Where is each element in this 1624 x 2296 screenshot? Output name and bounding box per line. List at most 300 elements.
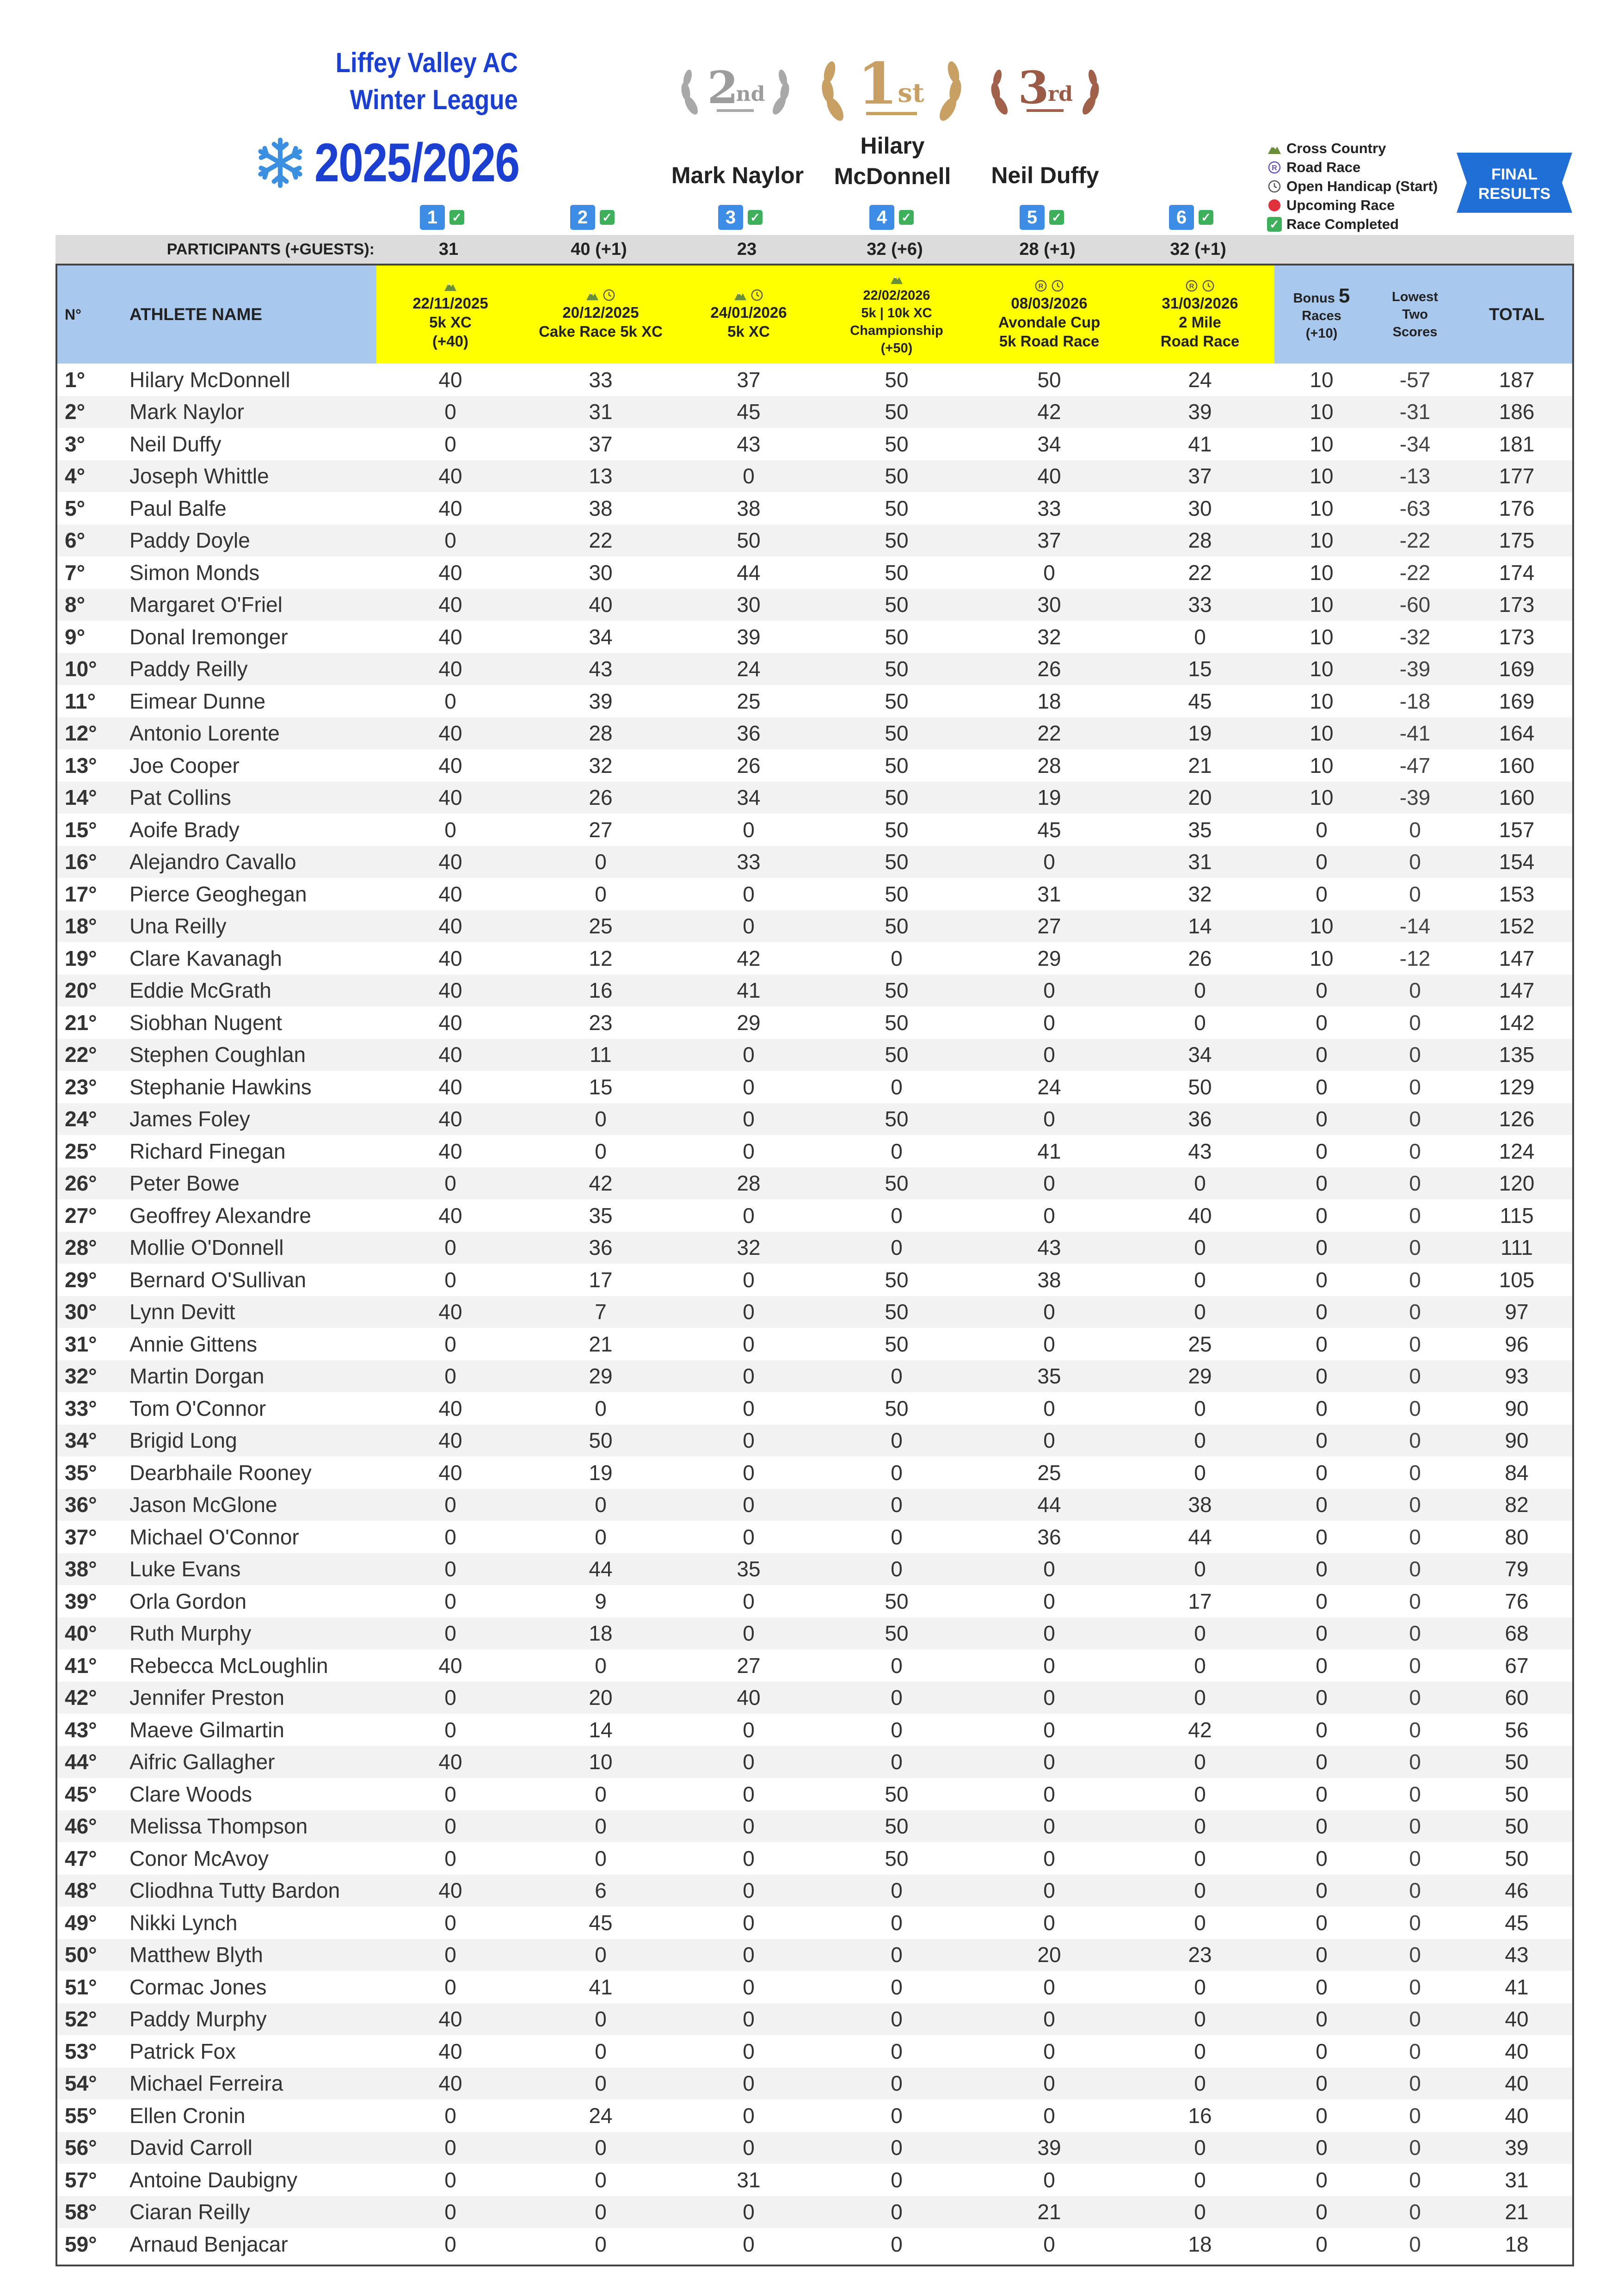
cell-position: 58° xyxy=(57,2196,113,2228)
cell-lowest-two: 0 xyxy=(1369,1746,1461,1778)
cell-bonus: 0 xyxy=(1316,1975,1328,1999)
cell-race-1: 40 xyxy=(438,367,462,392)
cell-bonus: 0 xyxy=(1316,1653,1328,1678)
cell-lowest-two: 0 xyxy=(1369,1232,1461,1264)
cell-athlete-name: Donal Iremonger xyxy=(129,624,288,649)
cell-position: 59° xyxy=(65,2232,97,2256)
cell-total: 97 xyxy=(1461,1296,1572,1328)
cell-position: 45° xyxy=(65,1782,97,1806)
cell-bonus: 10 xyxy=(1274,460,1369,493)
cell-lowest-two: 0 xyxy=(1369,1039,1461,1071)
cell-race-2: 14 xyxy=(589,1717,613,1742)
cell-lowest-two: -12 xyxy=(1399,946,1431,970)
cell-race-2: 44 xyxy=(524,1553,677,1586)
cell-race-3: 0 xyxy=(743,817,755,842)
cell-race-2: 21 xyxy=(589,1332,613,1356)
cell-athlete-name: Dearbhaile Rooney xyxy=(129,1460,312,1485)
cell-bonus: 0 xyxy=(1316,882,1328,906)
cell-total: 105 xyxy=(1499,1267,1535,1292)
final-badge-line2: RESULTS xyxy=(1478,185,1551,203)
cell-athlete-name: Tom O'Connor xyxy=(129,1396,266,1420)
cell-lowest-two: 0 xyxy=(1369,1617,1461,1650)
cell-total: 84 xyxy=(1505,1460,1529,1485)
race-completed-icon: ✓ xyxy=(899,210,914,225)
cell-lowest-two: 0 xyxy=(1369,1360,1461,1393)
cell-athlete-name: Alejandro Cavallo xyxy=(113,846,376,878)
cell-position: 19° xyxy=(65,946,97,970)
cell-athlete-name: Paddy Reilly xyxy=(113,653,376,685)
table-row xyxy=(57,460,1572,493)
table-row xyxy=(57,1071,1572,1103)
table-row xyxy=(57,1135,1572,1167)
cell-athlete-name: Michael O'Connor xyxy=(129,1524,299,1549)
cell-race-3: 0 xyxy=(677,1039,820,1071)
cell-lowest-two: -41 xyxy=(1369,717,1461,750)
table-row xyxy=(57,2164,1572,2196)
table-row xyxy=(57,1875,1572,1907)
cell-race-4: 50 xyxy=(885,1010,909,1035)
cell-race-2: 22 xyxy=(524,525,677,557)
cell-bonus: 0 xyxy=(1316,1332,1328,1356)
first-suffix: st xyxy=(898,78,924,108)
cell-race-4: 0 xyxy=(820,1425,973,1457)
cell-athlete-name: Annie Gittens xyxy=(129,1332,258,1356)
cell-lowest-two: 0 xyxy=(1369,846,1461,878)
race-completed-icon: ✓ xyxy=(1199,210,1213,225)
table-row xyxy=(57,1682,1572,1714)
cell-race-3: 26 xyxy=(737,753,761,778)
cell-race-3: 0 xyxy=(677,1617,820,1650)
cell-lowest-two: -39 xyxy=(1369,653,1461,685)
cell-race-4: 50 xyxy=(820,1039,973,1071)
cell-lowest-two: 0 xyxy=(1409,1332,1421,1356)
cell-race-1: 40 xyxy=(376,846,524,878)
cell-race-4: 50 xyxy=(885,817,909,842)
cell-position: 22° xyxy=(57,1039,113,1071)
cell-race-3: 27 xyxy=(737,1653,761,1678)
cell-race-4: 50 xyxy=(885,1396,909,1420)
cell-athlete-name: Joe Cooper xyxy=(129,753,240,778)
cell-bonus: 10 xyxy=(1310,753,1334,778)
cell-race-6: 41 xyxy=(1188,432,1212,456)
cell-athlete-name: Cormac Jones xyxy=(129,1975,267,1999)
cell-total: 79 xyxy=(1461,1553,1572,1586)
cell-lowest-two: 0 xyxy=(1409,1846,1421,1870)
table-row xyxy=(57,1714,1572,1746)
cell-race-6: 32 xyxy=(1188,882,1212,906)
cell-total: 21 xyxy=(1461,2196,1572,2228)
cell-race-1: 40 xyxy=(438,1203,462,1228)
cell-race-6: 25 xyxy=(1188,1332,1212,1356)
cell-race-2: 30 xyxy=(589,560,613,585)
cell-lowest-two: -22 xyxy=(1399,560,1431,585)
cell-race-4: 50 xyxy=(820,460,973,493)
cell-race-6: 0 xyxy=(1126,1425,1274,1457)
cell-position: 34° xyxy=(57,1425,113,1457)
cell-bonus: 0 xyxy=(1274,1425,1369,1457)
table-row xyxy=(57,2099,1572,2132)
cell-position: 1° xyxy=(65,367,85,392)
cell-race-4: 50 xyxy=(820,782,973,814)
cell-race-6: 0 xyxy=(1194,624,1206,649)
cell-race-5: 0 xyxy=(973,975,1126,1007)
table-row xyxy=(57,1939,1572,1971)
participants-race-4: 32 (+6) xyxy=(867,239,923,259)
table-row xyxy=(57,1457,1572,1489)
cell-race-1: 0 xyxy=(444,1717,456,1742)
cell-athlete-name: Joseph Whittle xyxy=(113,460,376,493)
cell-bonus: 0 xyxy=(1274,1553,1369,1586)
cell-race-3: 31 xyxy=(737,2167,761,2192)
cell-race-5: 43 xyxy=(973,1232,1126,1264)
cell-race-4: 50 xyxy=(885,1846,909,1870)
cell-race-6: 0 xyxy=(1194,1975,1206,1999)
cell-position: 37° xyxy=(65,1524,97,1549)
cell-race-3: 25 xyxy=(737,689,761,713)
table-row xyxy=(57,1649,1572,1682)
cell-race-4: 50 xyxy=(885,496,909,520)
cell-race-5: 24 xyxy=(1037,1074,1061,1099)
cell-athlete-name: Pierce Geoghegan xyxy=(129,882,307,906)
cell-race-4: 50 xyxy=(885,1782,909,1806)
cell-race-5: 0 xyxy=(1043,1910,1055,1935)
cell-race-1: 0 xyxy=(376,396,524,428)
cell-bonus: 0 xyxy=(1316,817,1328,842)
cell-position: 17° xyxy=(65,882,97,906)
cell-race-1: 0 xyxy=(444,1524,456,1549)
cell-lowest-two: -13 xyxy=(1369,460,1461,493)
cell-race-6: 37 xyxy=(1126,460,1274,493)
cell-athlete-name: Peter Bowe xyxy=(113,1167,376,1200)
cell-race-1: 40 xyxy=(438,624,462,649)
cell-lowest-two: -63 xyxy=(1399,496,1431,520)
cell-race-5: 38 xyxy=(1037,1267,1061,1292)
cell-race-2: 28 xyxy=(524,717,677,750)
table-row xyxy=(57,621,1572,653)
cell-race-2: 0 xyxy=(595,1524,607,1549)
cell-race-6: 0 xyxy=(1126,1682,1274,1714)
table-row xyxy=(57,1392,1572,1425)
cell-athlete-name: Neil Duffy xyxy=(129,432,221,456)
cell-race-6: 15 xyxy=(1126,653,1274,685)
cell-race-1: 40 xyxy=(376,1039,524,1071)
cell-lowest-two: 0 xyxy=(1369,1553,1461,1586)
participants-race-1: 31 xyxy=(438,239,459,259)
cell-race-6: 0 xyxy=(1126,1875,1274,1907)
legend-label: Cross Country xyxy=(1286,140,1386,156)
cell-bonus: 0 xyxy=(1316,1782,1328,1806)
cell-race-2: 0 xyxy=(595,1139,607,1163)
cell-position: 13° xyxy=(65,753,97,778)
cell-athlete-name: Eddie McGrath xyxy=(113,975,376,1007)
cell-race-4: 50 xyxy=(820,1296,973,1328)
cell-race-4: 50 xyxy=(820,846,973,878)
cell-race-4: 50 xyxy=(885,367,909,392)
cell-race-2: 0 xyxy=(595,2167,607,2192)
participants-race-5: 28 (+1) xyxy=(1019,239,1076,259)
cell-bonus: 0 xyxy=(1274,1103,1369,1136)
cell-race-1: 40 xyxy=(376,717,524,750)
cell-lowest-two: 0 xyxy=(1369,1682,1461,1714)
cell-position: 23° xyxy=(65,1074,97,1099)
cell-race-1: 0 xyxy=(376,1232,524,1264)
cell-athlete-name: Jennifer Preston xyxy=(113,1682,376,1714)
cell-race-2: 0 xyxy=(524,1939,677,1971)
table-row xyxy=(57,1425,1572,1457)
table-row xyxy=(57,1617,1572,1650)
cell-race-2: 34 xyxy=(589,624,613,649)
cell-race-4: 50 xyxy=(885,882,909,906)
cell-total: 187 xyxy=(1499,367,1535,392)
cell-total: 142 xyxy=(1499,1010,1535,1035)
cell-race-6: 19 xyxy=(1126,717,1274,750)
cell-athlete-name: Lynn Devitt xyxy=(113,1296,376,1328)
cell-race-3: 0 xyxy=(677,1425,820,1457)
cell-athlete-name: Ellen Cronin xyxy=(129,2103,246,2128)
race-completed-icon: ✓ xyxy=(1049,210,1064,225)
cell-race-2: 0 xyxy=(524,1489,677,1521)
cell-race-5: 29 xyxy=(1037,946,1061,970)
cell-athlete-name: Luke Evans xyxy=(113,1553,376,1586)
cell-bonus: 0 xyxy=(1274,1810,1369,1843)
cell-total: 46 xyxy=(1461,1875,1572,1907)
cell-race-5: 0 xyxy=(973,2068,1126,2100)
cell-race-5: 30 xyxy=(973,589,1126,621)
cell-total: 41 xyxy=(1505,1975,1529,1999)
cell-lowest-two: 0 xyxy=(1409,2167,1421,2192)
cell-race-6: 0 xyxy=(1126,2003,1274,2036)
cell-lowest-two: 0 xyxy=(1369,975,1461,1007)
cell-race-5: 50 xyxy=(1037,367,1061,392)
cell-race-4: 0 xyxy=(891,2039,903,2063)
cell-race-5: 0 xyxy=(973,1746,1126,1778)
cell-race-6: 39 xyxy=(1126,396,1274,428)
table-row xyxy=(57,685,1572,717)
cell-position: 35° xyxy=(65,1460,97,1485)
open-handicap-icon xyxy=(750,288,764,302)
cell-race-6: 0 xyxy=(1194,1782,1206,1806)
cell-total: 43 xyxy=(1461,1939,1572,1971)
cell-total: 76 xyxy=(1505,1589,1529,1613)
cell-race-6: 0 xyxy=(1194,1010,1206,1035)
table-row xyxy=(57,1328,1572,1360)
cell-lowest-two: 0 xyxy=(1369,2068,1461,2100)
cross-country-icon xyxy=(890,272,904,286)
table-row xyxy=(57,1296,1572,1328)
cell-race-1: 40 xyxy=(376,589,524,621)
cell-athlete-name: Maeve Gilmartin xyxy=(129,1717,284,1742)
table-row xyxy=(57,846,1572,878)
cell-position: 40° xyxy=(57,1617,113,1650)
cell-total: 129 xyxy=(1499,1074,1535,1099)
table-row xyxy=(57,942,1572,975)
cell-lowest-two: 0 xyxy=(1369,1875,1461,1907)
cell-race-3: 0 xyxy=(743,1524,755,1549)
cell-race-5: 0 xyxy=(1043,2103,1055,2128)
cell-bonus: 0 xyxy=(1274,1682,1369,1714)
cell-race-5: 37 xyxy=(973,525,1126,557)
cell-race-5: 0 xyxy=(973,1167,1126,1200)
cell-race-4: 50 xyxy=(820,1167,973,1200)
cell-race-1: 0 xyxy=(444,1589,456,1613)
cell-race-5: 0 xyxy=(973,1296,1126,1328)
cross-country-icon xyxy=(443,279,457,293)
cell-race-5: 0 xyxy=(1043,1010,1055,1035)
cell-position: 36° xyxy=(57,1489,113,1521)
cell-athlete-name: Melissa Thompson xyxy=(113,1810,376,1843)
cell-race-2: 0 xyxy=(524,2003,677,2036)
cell-race-6: 0 xyxy=(1126,1617,1274,1650)
cell-race-1: 0 xyxy=(376,2132,524,2164)
cell-race-6: 0 xyxy=(1126,975,1274,1007)
table-row xyxy=(57,2003,1572,2036)
cell-bonus: 0 xyxy=(1316,2039,1328,2063)
header-lowest-two-scores: Lowest Two Scores xyxy=(1369,265,1461,364)
cell-race-3: 0 xyxy=(743,2103,755,2128)
club-name: Liffey Valley AC xyxy=(335,47,518,78)
cell-athlete-name: Hilary McDonnell xyxy=(129,367,290,392)
cell-bonus: 0 xyxy=(1274,1746,1369,1778)
participants-race-6: 32 (+1) xyxy=(1170,239,1226,259)
cell-race-3: 0 xyxy=(743,2039,755,2063)
cell-bonus: 0 xyxy=(1316,1203,1328,1228)
cell-total: 176 xyxy=(1499,496,1535,520)
legend-item xyxy=(1267,158,1438,177)
cell-total: 152 xyxy=(1461,910,1572,943)
cell-race-1: 0 xyxy=(444,1782,456,1806)
cell-athlete-name: Jason McGlone xyxy=(113,1489,376,1521)
cell-race-3: 0 xyxy=(677,1810,820,1843)
cell-race-5: 0 xyxy=(973,1682,1126,1714)
cell-position: 3° xyxy=(65,432,85,456)
cell-race-2: 15 xyxy=(589,1074,613,1099)
participants-label: PARTICIPANTS (+GUESTS): xyxy=(166,240,375,258)
cell-race-6: 43 xyxy=(1188,1139,1212,1163)
cell-race-2: 38 xyxy=(589,496,613,520)
header-total: TOTAL xyxy=(1461,265,1572,364)
third-suffix: rd xyxy=(1048,82,1073,106)
cell-lowest-two: 0 xyxy=(1369,1939,1461,1971)
cell-race-5: 44 xyxy=(973,1489,1126,1521)
cell-race-4: 0 xyxy=(820,1939,973,1971)
cell-athlete-name: Antoine Daubigny xyxy=(129,2167,298,2192)
cell-race-6: 0 xyxy=(1126,2068,1274,2100)
cell-race-1: 0 xyxy=(376,1553,524,1586)
cell-race-3: 0 xyxy=(677,2196,820,2228)
cell-race-1: 0 xyxy=(444,1332,456,1356)
cell-athlete-name: Patrick Fox xyxy=(129,2039,236,2063)
cell-total: 157 xyxy=(1499,817,1535,842)
table-header xyxy=(57,265,1572,364)
cell-race-5: 0 xyxy=(1043,1396,1055,1420)
cell-race-4: 50 xyxy=(820,1810,973,1843)
cell-race-6: 0 xyxy=(1126,1296,1274,1328)
cell-bonus: 10 xyxy=(1310,432,1334,456)
cell-race-1: 0 xyxy=(444,1975,456,1999)
cell-bonus: 0 xyxy=(1274,1489,1369,1521)
cell-lowest-two: 0 xyxy=(1409,1460,1421,1485)
cell-race-1: 40 xyxy=(438,1010,462,1035)
cell-race-2: 43 xyxy=(524,653,677,685)
cell-race-3: 0 xyxy=(677,2003,820,2036)
table-row xyxy=(57,525,1572,557)
table-row xyxy=(57,1907,1572,1939)
cell-bonus: 0 xyxy=(1316,1524,1328,1549)
cell-race-5: 0 xyxy=(1043,1975,1055,1999)
cell-total: 153 xyxy=(1499,882,1535,906)
cell-position: 7° xyxy=(65,560,85,585)
season-year: 2025/2026 xyxy=(314,132,519,193)
cell-total: 80 xyxy=(1505,1524,1529,1549)
cell-total: 147 xyxy=(1461,975,1572,1007)
cell-race-3: 0 xyxy=(677,1746,820,1778)
cell-race-3: 41 xyxy=(677,975,820,1007)
cell-bonus: 0 xyxy=(1316,1589,1328,1613)
cell-race-5: 0 xyxy=(973,1553,1126,1586)
cell-race-4: 0 xyxy=(891,1460,903,1485)
cell-bonus: 0 xyxy=(1316,1010,1328,1035)
legend-label: Road Race xyxy=(1286,159,1361,175)
cell-race-2: 39 xyxy=(589,689,613,713)
cell-race-4: 0 xyxy=(820,1553,973,1586)
cell-athlete-name: Clare Kavanagh xyxy=(129,946,282,970)
cell-race-6: 0 xyxy=(1194,1653,1206,1678)
cell-race-3: 32 xyxy=(677,1232,820,1264)
cell-athlete-name: Cliodhna Tutty Bardon xyxy=(113,1875,376,1907)
cell-race-6: 44 xyxy=(1188,1524,1212,1549)
cell-race-3: 44 xyxy=(737,560,761,585)
cell-race-4: 50 xyxy=(885,689,909,713)
cell-athlete-name: Nikki Lynch xyxy=(129,1910,238,1935)
table-row xyxy=(57,1167,1572,1200)
legend-item xyxy=(1267,139,1438,158)
cell-race-5: 22 xyxy=(973,717,1126,750)
cell-bonus: 10 xyxy=(1274,910,1369,943)
cell-race-6: 33 xyxy=(1126,589,1274,621)
cell-position: 6° xyxy=(57,525,113,557)
table-row xyxy=(57,1521,1572,1553)
cell-lowest-two: 0 xyxy=(1369,1810,1461,1843)
cell-race-5: 36 xyxy=(1037,1524,1061,1549)
cell-race-1: 40 xyxy=(438,496,462,520)
cell-bonus: 0 xyxy=(1274,1617,1369,1650)
cell-race-4: 0 xyxy=(820,2132,973,2164)
cell-position: 43° xyxy=(65,1717,97,1742)
cell-race-5: 0 xyxy=(1043,2167,1055,2192)
cell-lowest-two: -18 xyxy=(1399,689,1431,713)
cell-race-6: 0 xyxy=(1126,1553,1274,1586)
cell-lowest-two: 0 xyxy=(1369,1425,1461,1457)
cell-position: 52° xyxy=(57,2003,113,2036)
cell-race-3: 0 xyxy=(743,1782,755,1806)
table-row xyxy=(57,1778,1572,1810)
cell-race-3: 34 xyxy=(677,782,820,814)
cell-bonus: 0 xyxy=(1274,2132,1369,2164)
cell-lowest-two: -39 xyxy=(1369,782,1461,814)
cell-athlete-name: Matthew Blyth xyxy=(113,1939,376,1971)
cell-race-2: 7 xyxy=(524,1296,677,1328)
cell-position: 14° xyxy=(57,782,113,814)
cell-race-4: 0 xyxy=(891,1074,903,1099)
cell-race-6: 0 xyxy=(1126,1810,1274,1843)
cell-race-2: 20 xyxy=(524,1682,677,1714)
cell-position: 48° xyxy=(57,1875,113,1907)
cell-race-6: 0 xyxy=(1126,2196,1274,2228)
cell-race-3: 0 xyxy=(743,1589,755,1613)
cell-position: 20° xyxy=(57,975,113,1007)
cell-race-4: 50 xyxy=(885,1589,909,1613)
table-row xyxy=(57,782,1572,814)
